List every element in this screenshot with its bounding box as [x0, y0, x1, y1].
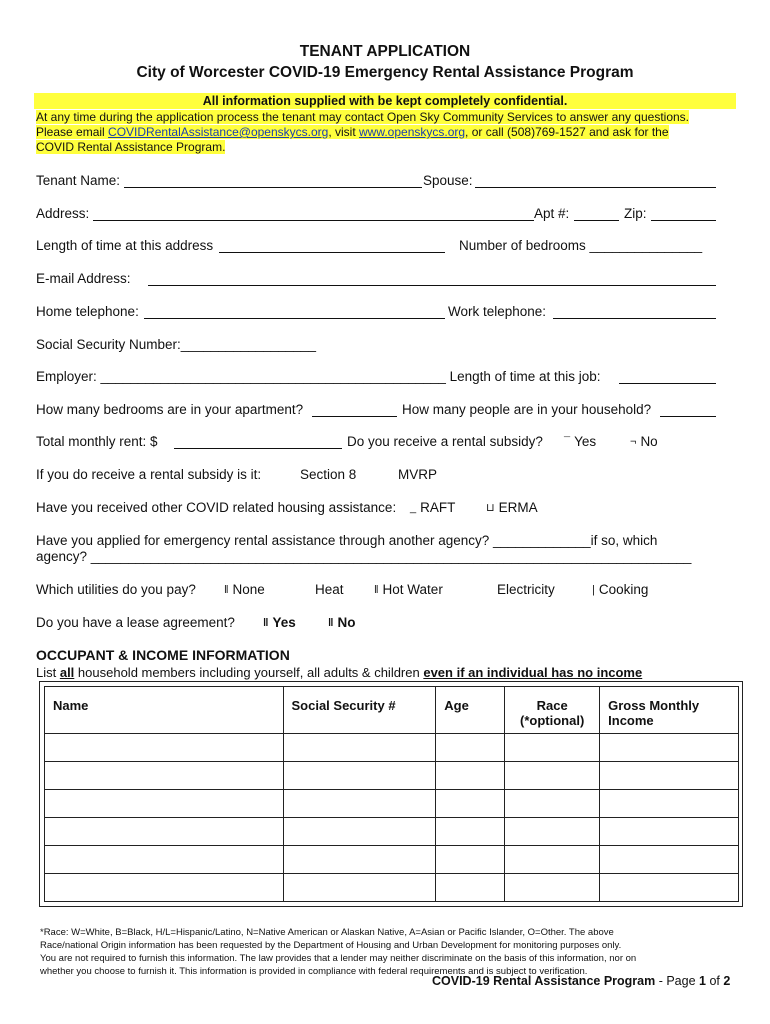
- employer-label: Employer: ______________________________________________ Length of time at this job:: [36, 369, 601, 384]
- occupant-section-instructions: List all household members including yourself, all adults & children even if an individual has no income: [36, 665, 643, 680]
- other-agency-question: Have you applied for emergency rental assistance through another agency? _____________if so, which: [36, 533, 658, 548]
- occupant-table: [44, 686, 739, 902]
- tenant-name-label: Tenant Name:: [36, 173, 121, 188]
- row-utilities: [36, 580, 716, 600]
- cell-name[interactable]: [45, 846, 284, 874]
- cell-race[interactable]: [505, 734, 600, 762]
- zip-field[interactable]: [651, 220, 716, 221]
- table-row: [45, 762, 739, 790]
- cell-age[interactable]: [436, 762, 505, 790]
- info-line-2: Please email COVIDRentalAssistance@openskycs.org, visit www.openskycs.org, or call (508)769-1527 and ask for the: [36, 125, 669, 139]
- cell-income[interactable]: [600, 762, 739, 790]
- table-header-row: [45, 687, 739, 734]
- cell-race[interactable]: [505, 790, 600, 818]
- spouse-label: Spouse:: [423, 173, 473, 188]
- row-bedrooms-people: [36, 400, 716, 420]
- info-line-1: At any time during the application process the tenant may contact Open Sky Community Services to answer any questions.: [36, 110, 689, 124]
- cell-ssn[interactable]: [283, 818, 436, 846]
- bedrooms-apartment-field[interactable]: [312, 416, 397, 417]
- col-ssn: Social Security #: [283, 687, 436, 734]
- lease-yes-option[interactable]: ‖ Yes: [263, 613, 296, 633]
- row-email: [36, 269, 716, 289]
- address-field[interactable]: [93, 220, 534, 221]
- row-rent-subsidy: [36, 432, 716, 452]
- race-footnote: *Race: W=White, B=Black, H/L=Hispanic/Latino, N=Native American or Alaskan Native, A=Asian or Pacific Islander, O=Other. The above Race/national Origin information has been requested by the Department of Housing and Urban Development for monitoring purposes only. You are not required to furnish this information. The law provides that a lender may neither discriminate on the basis of this information, nor on whether you choose to furnish it. This information is provided in compliance with federal requirements and is subject to verification.: [40, 927, 637, 977]
- checkbox-icon[interactable]: ‖: [263, 617, 269, 629]
- cell-ssn[interactable]: [283, 790, 436, 818]
- subsidy-type-label: If you do receive a rental subsidy is it:: [36, 467, 262, 482]
- utility-heat-option[interactable]: Heat: [315, 582, 344, 597]
- row-employer: [36, 367, 716, 387]
- raft-option[interactable]: _ RAFT: [410, 498, 455, 518]
- info-line-3: COVID Rental Assistance Program.: [36, 140, 226, 154]
- row-covid-assistance: [36, 498, 716, 518]
- cell-name[interactable]: [45, 734, 284, 762]
- apt-label: Apt #:: [534, 206, 570, 221]
- row-length-address: [36, 236, 716, 256]
- checkbox-icon[interactable]: ‖: [328, 617, 334, 629]
- col-race: Race (*optional): [505, 687, 600, 734]
- home-phone-field[interactable]: [144, 318, 445, 319]
- page-footer: COVID-19 Rental Assistance Program - Page 1 of 2: [432, 974, 731, 988]
- zip-label: Zip:: [624, 206, 647, 221]
- row-telephone: [36, 302, 716, 322]
- table-row: [45, 818, 739, 846]
- cell-income[interactable]: [600, 818, 739, 846]
- cell-age[interactable]: [436, 790, 505, 818]
- cell-age[interactable]: [436, 874, 505, 902]
- form-title: TENANT APPLICATION: [299, 43, 471, 60]
- cell-income[interactable]: [600, 874, 739, 902]
- erma-option[interactable]: ⊔ ERMA: [486, 498, 538, 518]
- subsidy-no-option[interactable]: ¬ No: [630, 432, 658, 452]
- checkbox-icon[interactable]: ‖: [374, 584, 379, 596]
- cell-race[interactable]: [505, 874, 600, 902]
- subsidy-question: Do you receive a rental subsidy?: [347, 434, 543, 449]
- website-link[interactable]: www.openskycs.org: [359, 125, 466, 139]
- cell-age[interactable]: [436, 818, 505, 846]
- row-ssn: [36, 335, 716, 355]
- checkbox-icon[interactable]: |: [592, 584, 595, 596]
- confidential-banner: All information supplied with be kept completely confidential.: [34, 93, 736, 109]
- row-subsidy-type: [36, 465, 716, 485]
- utility-electricity-option[interactable]: Electricity: [497, 582, 555, 597]
- checkbox-icon[interactable]: ‖: [224, 584, 229, 596]
- checkbox-icon[interactable]: ¬: [630, 436, 637, 448]
- people-household-label: How many people are in your household?: [402, 402, 652, 417]
- table-row: [45, 734, 739, 762]
- cell-age[interactable]: [436, 846, 505, 874]
- section8-option[interactable]: Section 8: [300, 467, 357, 482]
- utility-cooking-option[interactable]: | Cooking: [592, 580, 648, 600]
- cell-ssn[interactable]: [283, 734, 436, 762]
- tenant-name-field[interactable]: [124, 187, 422, 188]
- col-name: Name: [45, 687, 284, 734]
- occupant-section-title: OCCUPANT & INCOME INFORMATION: [36, 647, 290, 663]
- length-address-label: Length of time at this address: [36, 238, 214, 253]
- email-label: E-mail Address:: [36, 271, 131, 286]
- covid-assistance-label: Have you received other COVID related housing assistance:: [36, 500, 397, 515]
- cell-race[interactable]: [505, 762, 600, 790]
- job-length-field[interactable]: [619, 383, 716, 384]
- cell-income[interactable]: [600, 846, 739, 874]
- other-agency-field[interactable]: agency? ________________________________________________________________________________: [36, 549, 692, 564]
- address-label: Address:: [36, 206, 90, 221]
- total-rent-field[interactable]: [174, 448, 342, 449]
- row-address: [36, 204, 716, 224]
- cell-income[interactable]: [600, 790, 739, 818]
- spouse-field[interactable]: [475, 187, 716, 188]
- cell-race[interactable]: [505, 846, 600, 874]
- email-link[interactable]: COVIDRentalAssistance@openskycs.org: [108, 125, 329, 139]
- work-phone-field[interactable]: [553, 318, 716, 319]
- table-row: [45, 790, 739, 818]
- total-rent-label: Total monthly rent: $: [36, 434, 158, 449]
- lease-question: Do you have a lease agreement?: [36, 615, 235, 630]
- table-row: [45, 846, 739, 874]
- num-bedrooms-label: Number of bedrooms _______________: [459, 238, 703, 253]
- cell-ssn[interactable]: [283, 762, 436, 790]
- lease-no-option[interactable]: ‖ No: [328, 613, 355, 633]
- utility-none-option[interactable]: ‖ None: [224, 580, 265, 600]
- cell-ssn[interactable]: [283, 874, 436, 902]
- cell-age[interactable]: [436, 734, 505, 762]
- checkbox-icon[interactable]: ¯: [564, 436, 571, 448]
- utility-hot-water-option[interactable]: ‖ Hot Water: [374, 580, 443, 600]
- cell-income[interactable]: [600, 734, 739, 762]
- home-phone-label: Home telephone:: [36, 304, 139, 319]
- table-row: [45, 874, 739, 902]
- row-lease: [36, 613, 716, 633]
- mvrp-option[interactable]: MVRP: [398, 467, 438, 482]
- cell-name[interactable]: [45, 818, 284, 846]
- cell-race[interactable]: [505, 818, 600, 846]
- work-phone-label: Work telephone:: [448, 304, 547, 319]
- checkbox-icon[interactable]: _: [410, 502, 417, 514]
- row-tenant-name: [36, 171, 716, 191]
- cell-name[interactable]: [45, 790, 284, 818]
- cell-name[interactable]: [45, 874, 284, 902]
- subsidy-yes-option[interactable]: ¯ Yes: [564, 432, 596, 452]
- bedrooms-apartment-label: How many bedrooms are in your apartment?: [36, 402, 304, 417]
- utilities-question: Which utilities do you pay?: [36, 582, 196, 597]
- col-income: Gross Monthly Income: [600, 687, 739, 734]
- checkbox-icon[interactable]: ⊔: [486, 502, 495, 514]
- cell-name[interactable]: [45, 762, 284, 790]
- people-household-field[interactable]: [660, 416, 716, 417]
- form-subtitle: City of Worcester COVID-19 Emergency Rental Assistance Program: [136, 64, 634, 81]
- apt-field[interactable]: [574, 220, 619, 221]
- col-age: Age: [436, 687, 505, 734]
- email-field[interactable]: [148, 285, 716, 286]
- length-address-field[interactable]: [219, 252, 445, 253]
- row-other-agency-2: [36, 547, 716, 567]
- cell-ssn[interactable]: [283, 846, 436, 874]
- ssn-label: Social Security Number:__________________: [36, 337, 316, 352]
